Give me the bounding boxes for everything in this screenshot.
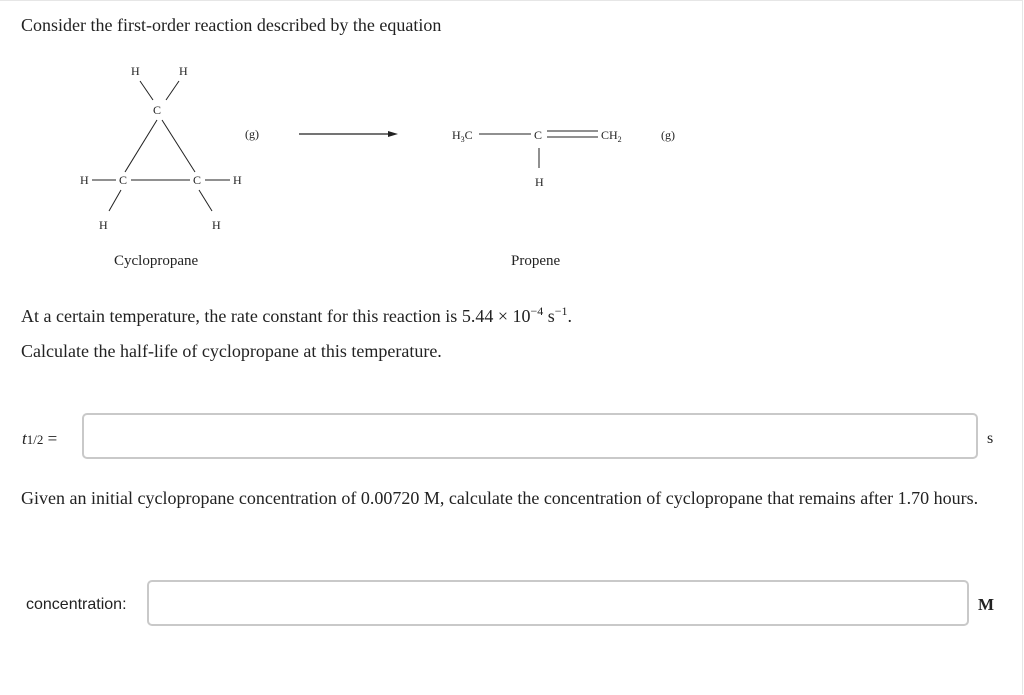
- concentration-question: Given an initial cyclopropane concentration of 0.00720 M, calculate the concentration of cyclopropane that remains after 1.70 hours.: [21, 488, 979, 508]
- propene-structure: [452, 128, 675, 269]
- svg-text:CH2: [601, 128, 622, 144]
- atom-h: H: [131, 64, 140, 78]
- concentration-unit: M: [978, 595, 995, 614]
- concentration-label: concentration:: [26, 596, 127, 613]
- atom-c: C: [193, 173, 202, 187]
- h3c-h: H: [452, 128, 461, 142]
- atom-c: C: [153, 103, 162, 117]
- halflife-question: Calculate the half-life of cyclopropane at this temperature.: [21, 341, 442, 361]
- reactant-name: Cyclopropane: [114, 253, 199, 269]
- halflife-label: t1/2 =: [22, 429, 58, 448]
- intro-text: Consider the first-order reaction described by the equation: [21, 15, 442, 35]
- atom-h: H: [179, 64, 188, 78]
- reaction-scheme: [0, 50, 720, 280]
- atom-h: H: [80, 173, 89, 187]
- concentration-input[interactable]: [147, 580, 969, 626]
- gas-state: (g): [661, 128, 675, 142]
- product-name: Propene: [511, 253, 561, 269]
- halflife-unit: s: [987, 430, 994, 447]
- atom-h: H: [535, 175, 544, 189]
- h3c-sub: 3: [460, 135, 465, 144]
- svg-text:H3C: [452, 128, 473, 144]
- h3c-c: C: [464, 128, 473, 142]
- atom-h: H: [233, 173, 242, 187]
- halflife-input[interactable]: [82, 413, 978, 459]
- atom-h: H: [99, 218, 108, 232]
- cyclopropane-structure: [80, 64, 259, 269]
- gas-state: (g): [245, 127, 259, 141]
- rate-constant-text: At a certain temperature, the rate constant for this reaction is $5.44 \times 10^{-4}$ $s^{-1}$.: [21, 304, 573, 326]
- atom-c: C: [534, 128, 543, 142]
- ch2-sub: 2: [617, 135, 622, 144]
- ch2-main: CH: [601, 128, 618, 142]
- reaction-arrow: [299, 131, 398, 137]
- atom-h: H: [212, 218, 221, 232]
- atom-c: C: [119, 173, 128, 187]
